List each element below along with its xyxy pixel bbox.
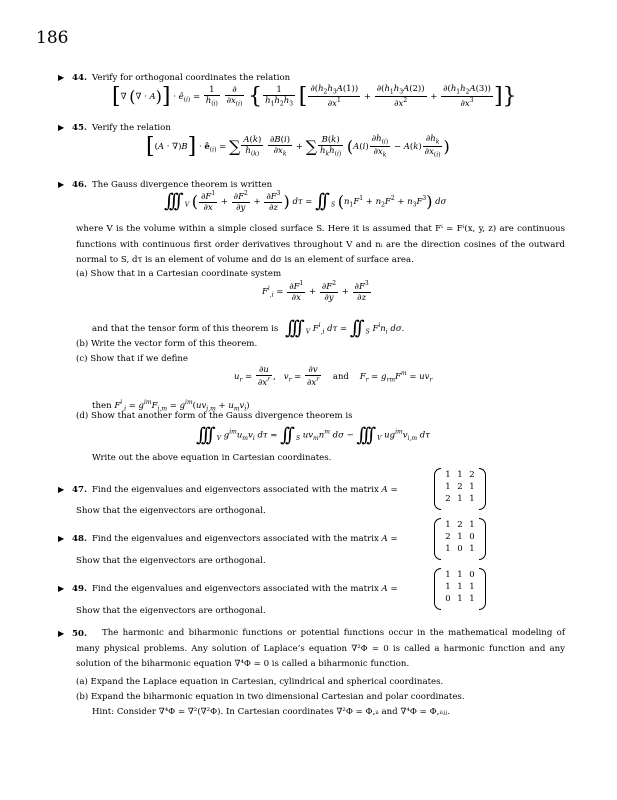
part-46a: (a) Show that in a Cartesian coordinate system (76, 269, 282, 279)
problem-text: The Gauss divergence theorem is written (91, 180, 273, 190)
part-46d-cont: Write out the above equation in Cartesian coordinates. (92, 453, 332, 463)
triangle-arrow-icon: ▶ (58, 584, 65, 593)
problem-number: 44. (72, 73, 87, 83)
tensor-form-text: and that the tensor form of this theorem is (92, 323, 279, 334)
equation-46a-tensor: ∫∫∫ $_V$ $F^i_{,i}$ dτ = ∫∫ $_S$ $F^in_i$ dσ. (285, 317, 405, 340)
equation-46c-then: $F^i_{,i} = g^{im}F_{i,m} = g^{im}(uv_{i,m} + u_mv_i)$ (114, 399, 250, 413)
equation-46a: $F^i_{,i}$ = $\frac{\partial F^1}{\partial x}$ + $\frac{\partial F^2}{\partial y}$ + $\frac{\partial F^3}{\partial z}$ (262, 280, 369, 303)
and-text: and (332, 371, 349, 382)
problem-text: Find the eigenvalues and eigenvectors associated with the matrix (91, 584, 379, 594)
page-number: 186 (36, 28, 69, 48)
equation-44: [∇ (∇ · $A)] \cdot ê_{(i)}$ = $\frac{1}{h_{(i)}}$ $\frac{\partial}{\partial x_{(i)}}$ { $\frac{1}{h_1h_2h_3}$ [ $\frac{\partial(h_2h_3A(1))}{\partial x^1}$ + $\frac{\partial(h_1h_3A(2))}{\partial x^2}$ + $\frac{\partial(h_1h_2A(3))}{\partial x^3}$ ]} (112, 84, 517, 109)
problem-number: 46. (72, 180, 87, 190)
part-46c: (c) Show that if we define (76, 354, 189, 364)
problem-44 (58, 72, 565, 84)
equation-45: $[(A \cdot \nabla)B] \cdot ê_{(i)}$ = ∑ $\frac{A(k)}{h_{(k)}}$ $\frac{\partial B(i)}{\partial x_k}$ + ∑ $\frac{B(k)}{h_kh_{(i)}}$ (A(i) $\frac{\partial h_{(i)}}{\partial x_k}$ − A(k) $\frac{\partial h_k}{\partial x_{(i)}}$ ) (146, 134, 450, 159)
problem-48: ▶ 48. Find the eigenvalues and eigenvectors associated with the matrix A = (58, 534, 398, 544)
problem-48-follow: Show that the eigenvectors are orthogonal. (76, 556, 266, 566)
part-50b: (b) Expand the biharmonic equation in two dimensional Cartesian and polar coordinates. (76, 692, 465, 702)
equation-46: ∫∫∫ $_V$ ( $\frac{\partial F^1}{\partial x}$ + $\frac{\partial F^2}{\partial y}$ + $\frac{\partial F^3}{\partial z}$ ) dτ = ∫∫ $_S$ $(n_1F^1 + n_2F^2 + n_3F^3)$ dσ (164, 190, 447, 213)
problem-number: 45. (72, 123, 87, 133)
triangle-arrow-icon: ▶ (58, 73, 65, 82)
triangle-arrow-icon: ▶ (58, 629, 65, 638)
equation-46c: $u_r$ = $\frac{\partial u}{\partial x^r}$ , $v_r$ = $\frac{\partial v}{\partial x^r}$ and $F_r = g_{rm}F^m = uv_r$ (234, 365, 433, 388)
matrix-47: 1 1 2 1 2 1 2 1 1 (434, 468, 486, 506)
matrix-49: 1 1 0 1 1 1 0 1 1 (434, 568, 486, 606)
problem-49-follow: Show that the eigenvectors are orthogonal. (76, 606, 266, 616)
part-50-hint: Hint: Consider ∇⁴Φ = ∇²(∇²Φ). In Cartesian coordinates ∇²Φ = Φ,ᵢᵢ and ∇⁴Φ = Φ,ᵢᵢⱼⱼ. (92, 707, 451, 717)
triangle-arrow-icon: ▶ (58, 180, 65, 189)
part-46a-cont (92, 317, 565, 340)
problem-text: Verify the relation (91, 123, 171, 133)
problem-number: 47. (72, 485, 87, 495)
equation-46d: ∫∫∫ $_V$ $g^{im}u_mv_i$ dτ = ∫∫ $_S$ $uv_mn^m$ dσ − ∫∫∫ $_V$ $ug^{im}v_{i,m}$ dτ (196, 424, 430, 446)
triangle-arrow-icon: ▶ (58, 534, 65, 543)
problem-50-text: The harmonic and biharmonic functions or potential functions occur in the mathematical modeling of many physical problems. Any solution of Laplace’s equation ∇²Φ = 0 is called a harmonic function and any solution of the biharmonic equation ∇⁴Φ = 0 is called a biharmonic function. (76, 628, 565, 669)
problem-49: ▶ 49. Find the eigenvalues and eigenvectors associated with the matrix A = (58, 584, 398, 594)
problem-text: Verify for orthogonal coordinates the relation (91, 73, 291, 83)
paragraph-46: where V is the volume within a simple closed surface S. Here it is assumed that Fⁱ = Fⁱ(x, y, z) are continuous functions with continuous first order derivatives throughout V and nᵢ are the direction cosines of the outward normal to S, dτ is an element of volume and dσ is an element of surface area. (76, 224, 565, 265)
problem-47: ▶ 47. Find the eigenvalues and eigenvectors associated with the matrix A = (58, 485, 398, 495)
part-46b: (b) Write the vector form of this theorem. (76, 339, 258, 349)
problem-47-follow: Show that the eigenvectors are orthogonal. (76, 506, 266, 516)
matrix-48: 1 2 1 2 1 0 1 0 1 (434, 518, 486, 556)
then-text: then (92, 400, 112, 411)
problem-number: 48. (72, 534, 87, 544)
problem-number: 49. (72, 584, 87, 594)
problem-number: 50. (72, 629, 87, 639)
triangle-arrow-icon: ▶ (58, 485, 65, 494)
part-46d: (d) Show that another form of the Gauss divergence theorem is (76, 411, 353, 421)
part-50a: (a) Expand the Laplace equation in Cartesian, cylindrical and spherical coordinates. (76, 677, 444, 687)
problem-text: Find the eigenvalues and eigenvectors associated with the matrix (91, 534, 379, 544)
triangle-arrow-icon: ▶ (58, 123, 65, 132)
problem-text: Find the eigenvalues and eigenvectors associated with the matrix (91, 485, 379, 495)
problem-45 (58, 122, 565, 134)
